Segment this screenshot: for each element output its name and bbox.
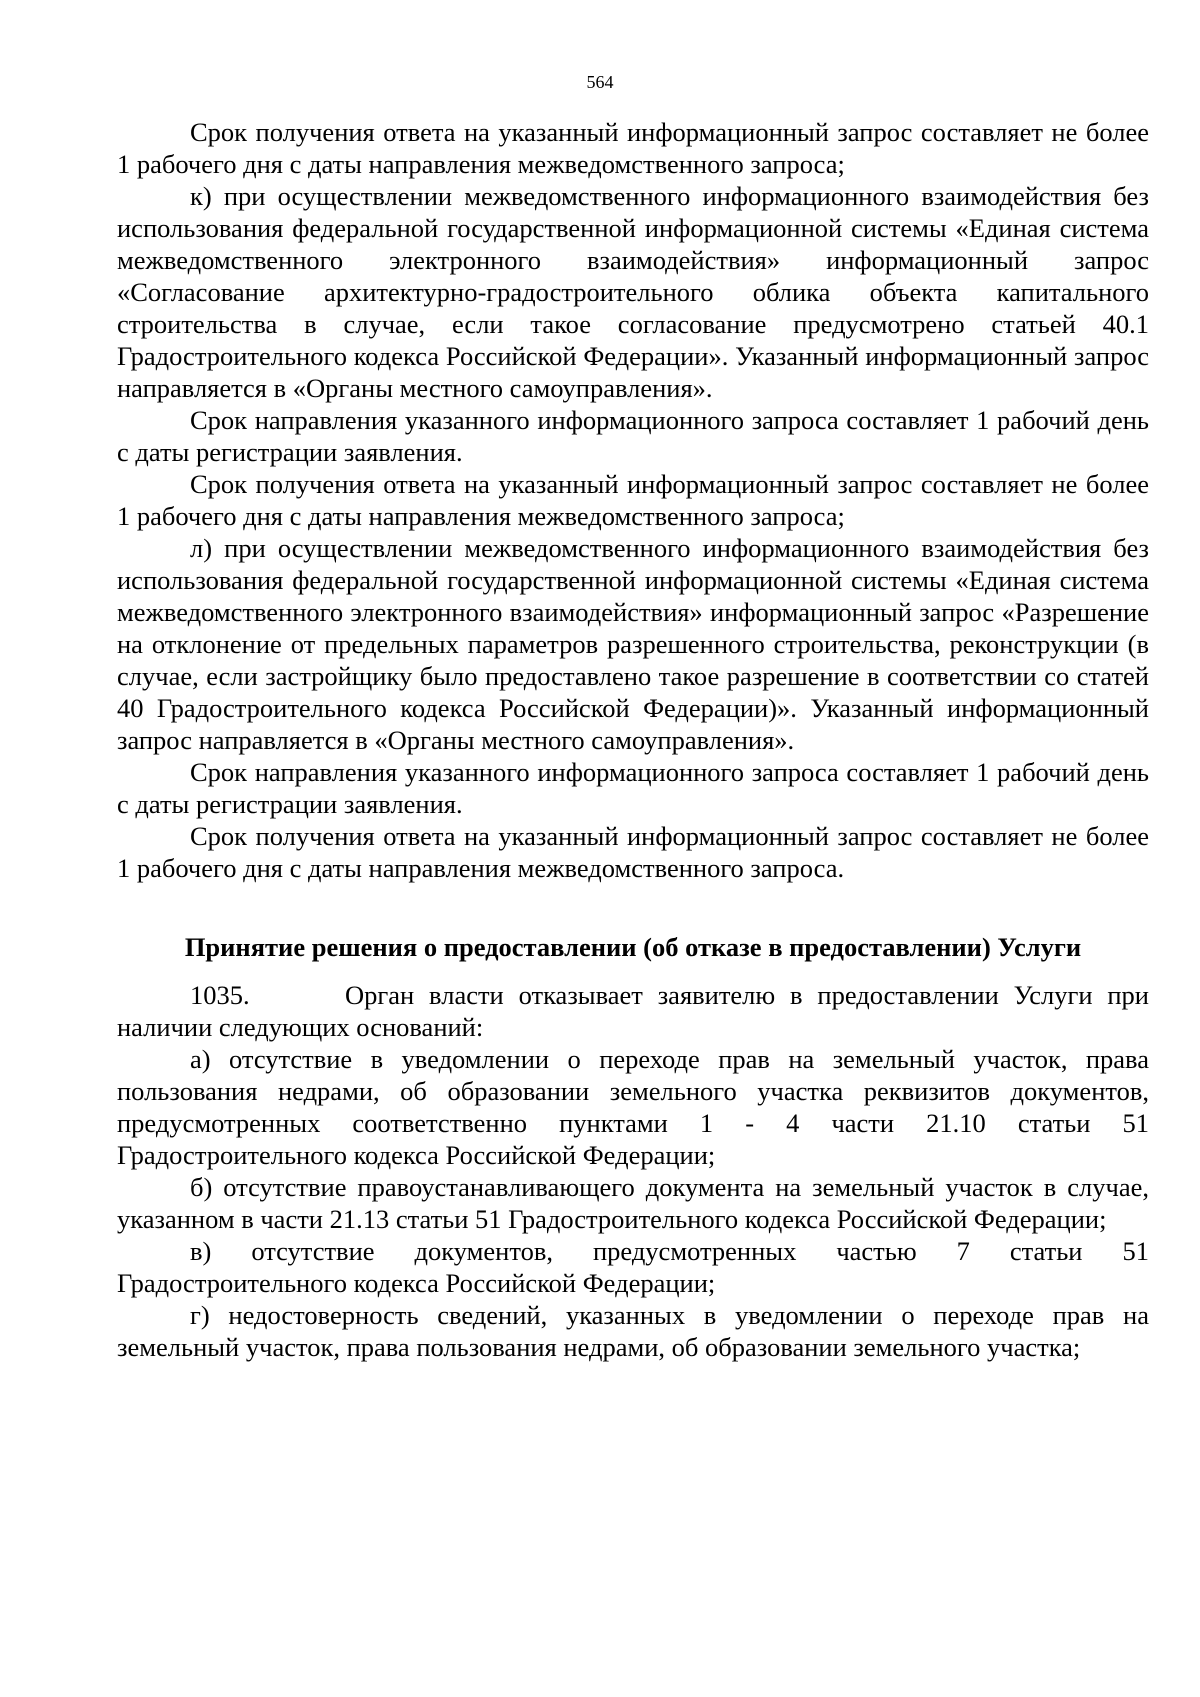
- paragraph: Срок получения ответа на указанный информационный запрос составляет не более 1 рабочего дня с даты направления межведомственного запроса;: [117, 469, 1149, 531]
- section-heading: Принятие решения о предоставлении (об отказе в предоставлении) Услуги: [184, 932, 1082, 962]
- list-item: в) отсутствие документов, предусмотренных частью 7 статьи 51 Градостроительного кодекса Российской Федерации;: [117, 1236, 1149, 1298]
- list-item: а) отсутствие в уведомлении о переходе прав на земельный участок, права пользования недрами, об образовании земельного участка реквизитов документов, предусмотренных соответственно пунктами 1 - 4 части 21.10 статьи 51 Градостроительного кодекса Российской Федерации;: [117, 1044, 1149, 1170]
- paragraph: к) при осуществлении межведомственного информационного взаимодействия без использования федеральной государственной информационной системы «Единая система межведомственного электронного взаимодействия» информационный запрос «Согласование архитектурно-градостроительного облика объекта капитального строительства в случае, если такое согласование предусмотрено статьей 40.1 Градостроительного кодекса Российской Федерации». Указанный информационный запрос направляется в «Органы местного самоуправления».: [117, 181, 1149, 403]
- page-number: 564: [586, 72, 614, 92]
- clause-paragraph: [117, 979, 1149, 1043]
- paragraph: Срок получения ответа на указанный информационный запрос составляет не более 1 рабочего дня с даты направления межведомственного запроса.: [117, 821, 1149, 883]
- paragraph: Срок получения ответа на указанный информационный запрос составляет не более 1 рабочего дня с даты направления межведомственного запроса;: [117, 117, 1149, 179]
- paragraph: Срок направления указанного информационного запроса составляет 1 рабочий день с даты регистрации заявления.: [117, 757, 1149, 819]
- document-body: [117, 116, 1149, 1363]
- paragraph: л) при осуществлении межведомственного информационного взаимодействия без использования федеральной государственной информационной системы «Единая система межведомственного электронного взаимодействия» информационный запрос «Разрешение на отклонение от предельных параметров разрешенного строительства, реконструкции (в случае, если застройщику было предоставлено такое разрешение в соответствии со статей 40 Градостроительного кодекса Российской Федерации)». Указанный информационный запрос направляется в «Органы местного самоуправления».: [117, 533, 1149, 755]
- clause-number: 1035.: [190, 980, 250, 1010]
- clause-text: Орган власти отказывает заявителю в предоставлении Услуги при наличии следующих оснований:: [117, 980, 1149, 1042]
- list-item: г) недостоверность сведений, указанных в уведомлении о переходе прав на земельный участок, права пользования недрами, об образовании земельного участка;: [117, 1300, 1149, 1362]
- paragraph: Срок направления указанного информационного запроса составляет 1 рабочий день с даты регистрации заявления.: [117, 405, 1149, 467]
- list-item: б) отсутствие правоустанавливающего документа на земельный участок в случае, указанном в части 21.13 статьи 51 Градостроительного кодекса Российской Федерации;: [117, 1172, 1149, 1234]
